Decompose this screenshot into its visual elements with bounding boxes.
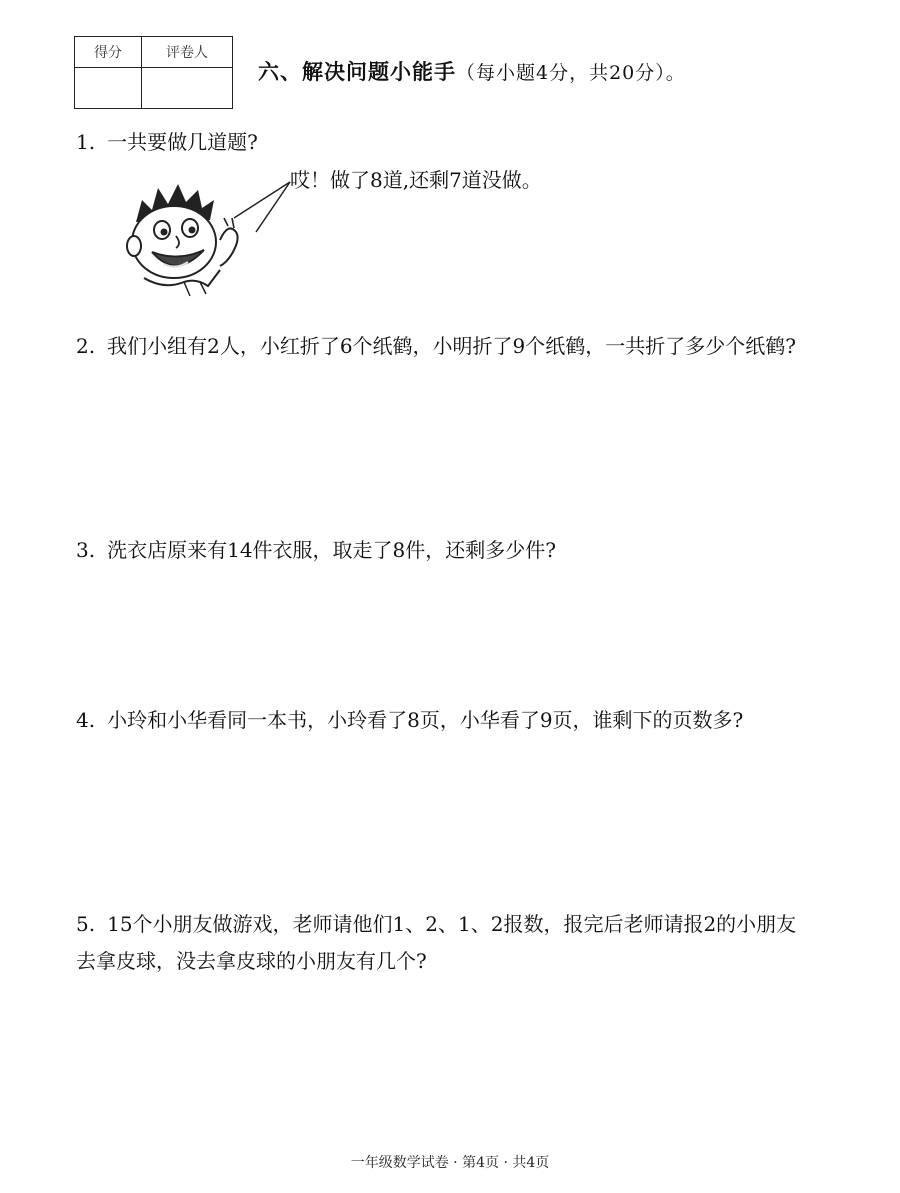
question-5: [76, 906, 816, 980]
question-text: 洗衣店原来有14件衣服，取走了8件，还剩多少件?: [107, 538, 556, 562]
question-2: [76, 328, 816, 365]
section-note: （每小题4分，共20分）。: [456, 62, 686, 84]
section-title: [258, 56, 686, 86]
question-number: 3.: [76, 538, 96, 562]
question-text: 一共要做几道题?: [107, 130, 258, 154]
question-number: 5.: [76, 912, 96, 936]
question-number: 1.: [76, 130, 96, 154]
boy-illustration: [124, 170, 304, 300]
speech-bubble-text: 哎！做了8道,还剩7道没做。: [290, 168, 542, 192]
grader-cell[interactable]: [142, 68, 233, 109]
score-header: 得分: [75, 37, 142, 68]
grader-header: 评卷人: [142, 37, 233, 68]
section-title-text: 六、解决问题小能手: [258, 60, 456, 84]
question-text: 小玲和小华看同一本书，小玲看了8页，小华看了9页，谁剩下的页数多?: [107, 708, 744, 732]
question-1: [76, 124, 816, 161]
question-number: 2.: [76, 334, 96, 358]
question-4: [76, 702, 816, 739]
question-text: 15个小朋友做游戏，老师请他们1、2、1、2报数，报完后老师请报2的小朋友去拿皮球，没去拿皮球的小朋友有几个?: [76, 912, 797, 973]
question-number: 4.: [76, 708, 96, 732]
score-cell[interactable]: [75, 68, 142, 109]
question-3: [76, 532, 816, 569]
score-table: [74, 36, 233, 109]
page-footer: 一年级数学试卷 · 第4页 · 共4页: [350, 1155, 550, 1171]
question-text: 我们小组有2人，小红折了6个纸鹤，小明折了9个纸鹤，一共折了多少个纸鹤?: [107, 334, 796, 358]
